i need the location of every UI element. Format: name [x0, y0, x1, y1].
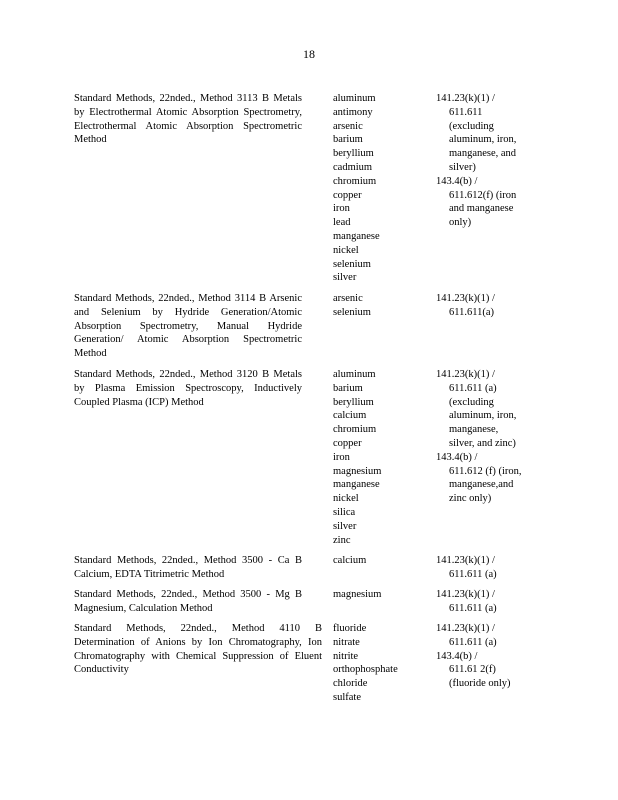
citation-line: manganese,and [449, 479, 514, 491]
analyte-item: arsenic [333, 120, 363, 132]
page-number: 18 [303, 47, 315, 61]
analyte-item: beryllium [333, 396, 374, 408]
analyte-item: nitrate [333, 636, 360, 648]
citation-line: manganese, and [449, 148, 517, 160]
analyte-item: beryllium [333, 148, 374, 160]
citation-line: 611.611 (a) [449, 636, 497, 648]
citation-line: 143.4(b) / [436, 451, 478, 463]
analyte-item: orthophosphate [333, 664, 398, 676]
citation-line: 611.611 (a) [449, 602, 497, 614]
citation-line: aluminum, iron, [449, 134, 517, 146]
citation-line: 141.23(k)(1) / [436, 589, 495, 600]
citation-line: silver) [449, 161, 476, 173]
analyte-item: antimony [333, 106, 373, 118]
citation-line: 611.612 (f) (iron, [449, 465, 522, 477]
citation-list [436, 554, 526, 582]
analyte-item: selenium [333, 306, 371, 318]
analyte-item: silica [333, 506, 356, 518]
analyte-item: aluminum [333, 93, 376, 104]
citation-line: 141.23(k)(1) / [436, 369, 495, 380]
citation-line: (excluding [449, 396, 494, 408]
analyte-item: silver [333, 520, 357, 532]
analyte-item: chromium [333, 424, 377, 436]
analyte-list [333, 292, 428, 320]
citation-line: only) [449, 217, 472, 229]
analyte-item: arsenic [333, 293, 363, 304]
method-description: Standard Methods, 22nded., Method 3500 - Ca B Calcium, EDTA Titrimetric Method [74, 555, 302, 580]
analyte-item: manganese [333, 230, 380, 242]
citation-line: manganese, [449, 424, 499, 436]
analyte-item: magnesium [333, 465, 382, 477]
citation-line: aluminum, iron, [449, 410, 517, 422]
citation-line: 611.611(a) [449, 306, 494, 318]
analyte-item: manganese [333, 479, 380, 491]
analyte-item: copper [333, 437, 362, 449]
analyte-list [333, 368, 428, 547]
citation-list [436, 368, 526, 506]
method-description: Standard Methods, 22nded., Method 3120 B Metals by Plasma Emission Spectroscopy, Inductively Coupled Plasma (ICP) Method [74, 369, 302, 408]
analyte-item: barium [333, 134, 363, 146]
citation-line: silver, and zinc) [449, 437, 516, 449]
citation-line: 143.4(b) / [436, 175, 478, 187]
method-description: Standard Methods, 22nded., Method 3114 B Arsenic and Selenium by Hydride Generation/Atomic Absorption Spectrometry, Manual Hydride Generation/ Atomic Absorption Spectrometric Method [74, 293, 302, 360]
analyte-item: barium [333, 382, 363, 394]
analyte-item: fluoride [333, 623, 367, 634]
analyte-item: magnesium [333, 589, 382, 600]
citation-line: 611.611 (a) [449, 382, 497, 394]
analyte-item: chromium [333, 175, 377, 187]
citation-line: 143.4(b) / [436, 650, 478, 662]
analyte-item: zinc [333, 534, 351, 546]
analyte-list [333, 92, 428, 285]
analyte-item: selenium [333, 258, 371, 270]
citation-line: 141.23(k)(1) / [436, 293, 495, 304]
analyte-item: aluminum [333, 369, 376, 380]
analyte-list [333, 588, 428, 602]
citation-line: (fluoride only) [449, 678, 511, 690]
analyte-item: chloride [333, 678, 368, 690]
citation-line: 611.61 2(f) [449, 664, 496, 676]
analyte-item: nickel [333, 244, 359, 256]
analyte-list [333, 554, 428, 568]
analyte-item: iron [333, 203, 350, 215]
citation-line: 611.611 [449, 106, 483, 118]
analyte-item: sulfate [333, 691, 361, 703]
analyte-item: silver [333, 272, 357, 284]
method-description: Standard Methods, 22nded., Method 3113 B Metals by Electrothermal Atomic Absorption Spectrometry, Electrothermal Atomic Absorption Spectrometric Method [74, 93, 302, 146]
citation-line: 141.23(k)(1) / [436, 555, 495, 566]
citation-line: and manganese [449, 203, 514, 215]
citation-list [436, 622, 526, 691]
method-description: Standard Methods, 22nded., Method 4110 B Determination of Anions by Ion Chromatography, Ion Chromatography with Chemical Suppression of Eluent Conductivity [74, 623, 322, 676]
analyte-item: cadmium [333, 161, 373, 173]
citation-line: 611.611 (a) [449, 568, 497, 580]
citation-list [436, 588, 526, 616]
method-description: Standard Methods, 22nded., Method 3500 - Mg B Magnesium, Calculation Method [74, 589, 302, 614]
citation-line: (excluding [449, 120, 494, 132]
citation-line: zinc only) [449, 493, 492, 505]
citation-line: 611.612(f) (iron [449, 189, 517, 201]
analyte-list [333, 622, 428, 705]
analyte-item: nickel [333, 493, 359, 505]
citation-line: 141.23(k)(1) / [436, 93, 495, 104]
citation-line: 141.23(k)(1) / [436, 623, 495, 634]
analyte-item: calcium [333, 410, 367, 422]
analyte-item: lead [333, 217, 351, 229]
analyte-item: calcium [333, 555, 367, 566]
citation-list [436, 92, 526, 230]
citation-list [436, 292, 526, 320]
analyte-item: nitrite [333, 650, 359, 662]
analyte-item: iron [333, 451, 350, 463]
analyte-item: copper [333, 189, 362, 201]
